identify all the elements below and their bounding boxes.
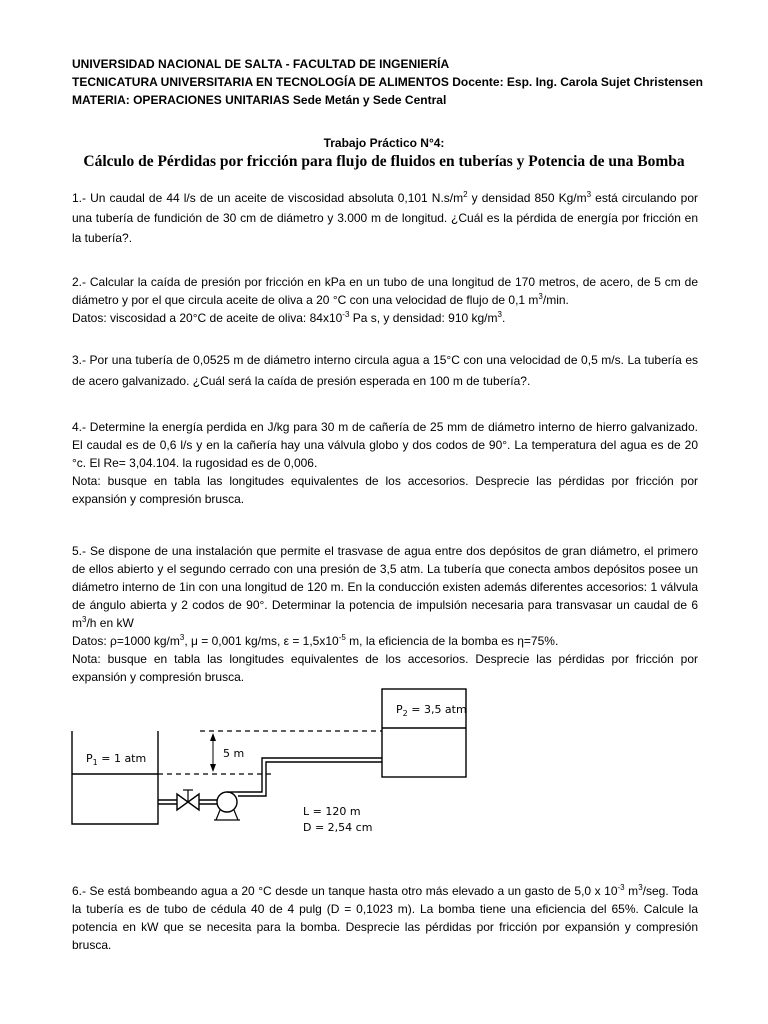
problem-2 [72, 273, 698, 327]
discharge-pipe [238, 762, 382, 796]
length-label: L = 120 m [303, 805, 361, 818]
problem-2-data-c: . [501, 311, 506, 325]
superscript: 2 [463, 190, 468, 199]
superscript: 3 [638, 883, 643, 892]
problem-1-text-b: y densidad 850 Kg/m [467, 191, 587, 205]
problem-5-text-a: 5.- Se dispone de una instalación que permite el trasvase de agua entre dos depósitos de gran diámetro, el primero de ellos abierto y el segundo cerrado con una presión de 3,5 atm. La tubería que conecta ambos depósitos posee un diámetro interno de 1in con una longitud de 120 m. En la conducción existen además diferentes accesorios: 1 válvula de ángulo abierta y 2 codos de 90°. Determinar la potencia de impulsión necesaria para transvasar un caudal de 6 m [72, 544, 698, 630]
pump-installation-diagram [60, 686, 480, 856]
height-label: 5 m [223, 747, 245, 760]
header-program: TECNICATURA UNIVERSITARIA EN TECNOLOGÍA DE ALIMENTOS Docente: Esp. Ing. Carola Sujet Christensen [72, 75, 703, 89]
problem-5-data-c: m, la eficiencia de la bomba es η=75%. [345, 634, 559, 648]
document-header [72, 55, 703, 109]
discharge-pipe [238, 758, 382, 792]
practical-work-number: Trabajo Práctico N°4: [323, 136, 445, 150]
problem-4-text: 4.- Determine la energía perdida en J/kg para 30 m de cañería de 25 mm de diámetro interno de hierro galvanizado. El caudal es de 0,6 l/s y en la cañería hay una válvula globo y dos codos de 90°. La temperatura del agua es de 20 °c. El Re= 3,04.104. la rugosidad es de 0,006. [72, 420, 698, 470]
problem-5-text-b: /h en kW [86, 616, 134, 630]
valve-icon [177, 794, 188, 810]
problem-1-text-c: está circulando por una tubería de fundición de 30 cm de diámetro y 3.000 m de longitud. ¿Cuál es la pérdida de energía por fricción en la tubería?. [72, 191, 699, 245]
superscript: 3 [497, 310, 502, 319]
problem-2-data-b: Pa s, y densidad: 910 kg/m [349, 311, 498, 325]
superscript: 3 [538, 292, 543, 301]
problem-4 [72, 418, 698, 508]
problem-6-text-a: 6.- Se está bombeando agua a 20 °C desde un tanque hasta otro más elevado a un gasto de 5,0 x 10 [72, 884, 618, 898]
p1-label: $P_1 = 1$ atm [86, 752, 147, 767]
problem-5-data-a: Datos: ρ=1000 kg/m [72, 634, 180, 648]
problem-1 [72, 188, 698, 248]
problem-6-text-c: /seg. Toda la tubería es de tubo de cédula 40 de 4 pulg (D = 0,1023 m). La bomba tiene una eficiencia del 65%. Calcule la potencia en kW que se necesita para la bomba. Desprecie las pérdidas por fricción por expansión y compresión brusca. [72, 884, 699, 952]
problem-6-text-b: m [624, 884, 639, 898]
arrow-down-icon [210, 764, 216, 772]
header-subject: MATERIA: OPERACIONES UNITARIAS Sede Metán y Sede Central [72, 93, 447, 107]
problem-5 [72, 542, 698, 686]
problem-5-note: Nota: busque en tabla las longitudes equivalentes de los accesorios. Desprecie las pérdidas por fricción por expansión y compresión brusca. [72, 652, 698, 684]
problem-2-text-b: /min. [542, 293, 569, 307]
superscript: -3 [342, 310, 350, 319]
superscript: -3 [617, 883, 625, 892]
problem-2-text-a: 2.- Calcular la caída de presión por fricción en kPa en un tubo de una longitud de 170 metros, de acero, de 5 cm de diámetro y por el que circula aceite de oliva a 20 °C con una velocidad de flujo de 0,1 m [72, 275, 698, 307]
problem-2-data-a: Datos: viscosidad a 20°C de aceite de oliva: 84x10 [72, 311, 343, 325]
problem-2-data [72, 309, 698, 327]
pump-icon [217, 792, 237, 812]
open-tank [72, 731, 158, 824]
problem-5-data-b: , μ = 0,001 kg/ms, ε = 1,5x10 [184, 634, 339, 648]
problem-3-text: 3.- Por una tubería de 0,0525 m de diámetro interno circula agua a 15°C con una velocidad de 0,5 m/s. La tubería es de acero galvanizado. ¿Cuál será la caída de presión esperada en 100 m de tubería?. [72, 353, 698, 388]
problem-3 [72, 350, 698, 392]
document-title: Cálculo de Pérdidas por fricción para flujo de fluidos en tuberías y Potencia de una Bomba [83, 153, 685, 170]
superscript: 3 [82, 615, 87, 624]
problem-4-note: Nota: busque en tabla las longitudes equivalentes de los accesorios. Desprecie las pérdidas por fricción por expansión y compresión brusca. [72, 474, 698, 506]
valve-icon [188, 794, 199, 810]
superscript: -5 [338, 633, 346, 642]
p2-label: $P_2 = 3,5$ atm [396, 703, 467, 718]
problem-1-text-a: 1.- Un caudal de 44 l/s de un aceite de viscosidad absoluta 0,101 N.s/m [72, 191, 464, 205]
diameter-label: D = 2,54 cm [303, 821, 373, 834]
arrow-up-icon [210, 733, 216, 741]
superscript: 3 [586, 190, 592, 199]
pump-base [216, 810, 220, 820]
problem-5-data [72, 632, 698, 650]
superscript: 3 [179, 633, 185, 642]
pump-base [234, 810, 238, 820]
problem-6 [72, 882, 698, 954]
header-university: UNIVERSIDAD NACIONAL DE SALTA - FACULTAD DE INGENIERÍA [72, 57, 450, 71]
